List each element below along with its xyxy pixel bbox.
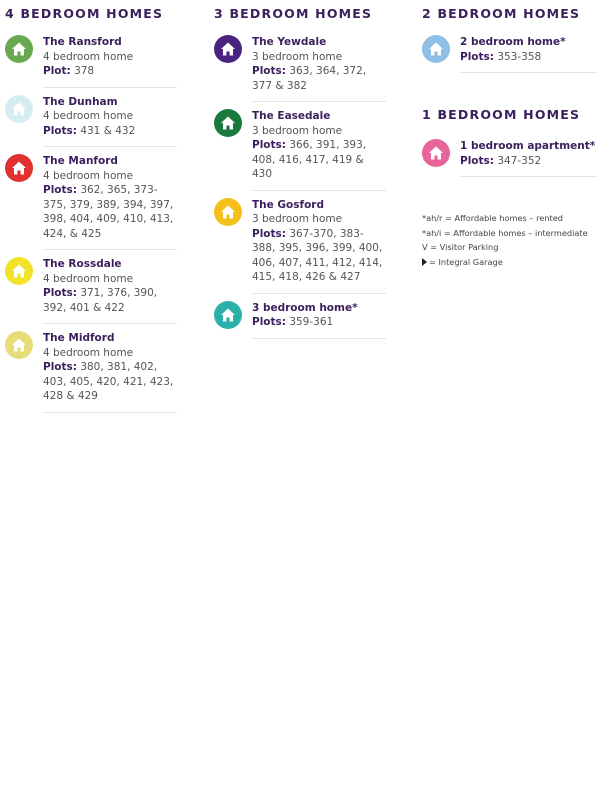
house-icon xyxy=(5,331,33,359)
plots-line xyxy=(460,50,597,65)
house-icon xyxy=(214,301,242,329)
house-type-description: 4 bedroom home xyxy=(43,50,134,63)
house-icon xyxy=(214,198,242,226)
plots-label: Plots: xyxy=(43,287,77,299)
house-type-description: 4 bedroom home xyxy=(43,346,134,359)
house-type-description: 3 bedroom home xyxy=(252,50,343,63)
plots-label: Plots: xyxy=(43,361,77,373)
triangle-icon xyxy=(422,258,427,266)
plots-line xyxy=(252,138,386,182)
house-type-name: The Manford xyxy=(43,155,118,167)
house-icon xyxy=(214,109,242,137)
house-icon xyxy=(214,35,242,63)
house-type-name: The Midford xyxy=(43,332,115,344)
plots-line xyxy=(460,154,597,169)
plots-line xyxy=(252,315,386,330)
house-type-description: 4 bedroom home xyxy=(43,110,134,122)
list-item xyxy=(5,257,177,324)
plots-values: 380, 381, 402, 403, 405, 420, 421, 423, 428 & 429 xyxy=(43,361,174,402)
plots-values: 362, 365, 373-375, 379, 389, 394, 397, 398, 404, 409, 410, 413, 424, & 425 xyxy=(43,184,174,240)
plots-values: 366, 391, 393, 408, 416, 417, 419 & 430 xyxy=(252,139,367,180)
house-icon xyxy=(5,35,33,63)
plots-line xyxy=(252,227,386,285)
house-type-list xyxy=(214,35,386,339)
house-icon xyxy=(5,257,33,285)
list-item xyxy=(5,35,177,88)
house-type-name: 2 bedroom home* xyxy=(460,36,566,48)
list-item xyxy=(214,35,386,102)
plots-values: 363, 364, 372, 377 & 382 xyxy=(252,65,367,92)
list-item xyxy=(214,109,386,191)
plots-line xyxy=(43,360,177,404)
house-type-name: The Ransford xyxy=(43,36,122,48)
section-heading: 4 BEDROOM HOMES xyxy=(5,6,164,21)
house-type-description: 3 bedroom home xyxy=(252,124,343,137)
note-visitor-parking: V = Visitor Parking xyxy=(422,242,499,252)
house-type-name: The Easedale xyxy=(252,110,331,122)
house-icon xyxy=(5,154,33,182)
house-icon xyxy=(422,35,450,63)
section-heading: 1 BEDROOM HOMES xyxy=(422,107,581,122)
plots-label: Plots: xyxy=(43,184,77,196)
plots-values: 359-361 xyxy=(285,316,334,328)
plots-line xyxy=(43,286,177,315)
plots-label: Plot: xyxy=(43,65,71,77)
house-icon xyxy=(5,95,33,123)
note-integral-garage: = Integral Garage xyxy=(422,255,597,270)
house-type-list xyxy=(422,139,597,177)
note-affordable-rented: *ah/r = Affordable homes – rented xyxy=(422,213,563,223)
three-bedroom-column xyxy=(214,0,386,346)
legend-notes xyxy=(422,211,597,269)
plots-line xyxy=(252,64,386,93)
list-item xyxy=(5,95,177,148)
house-type-name: The Yewdale xyxy=(252,36,327,48)
house-type-description: 4 bedroom home xyxy=(43,169,134,182)
plots-label: Plots: xyxy=(460,50,494,63)
list-item xyxy=(422,35,597,73)
house-type-list xyxy=(422,35,597,73)
list-item xyxy=(5,331,177,413)
plots-values: 431 & 432 xyxy=(76,124,136,137)
four-bedroom-column xyxy=(5,0,177,420)
house-type-name: 1 bedroom apartment* xyxy=(460,140,596,152)
plots-values: 353-358 xyxy=(493,50,542,63)
section-heading: 2 BEDROOM HOMES xyxy=(422,6,581,21)
plots-line xyxy=(43,183,177,241)
note-affordable-intermediate: *ah/i = Affordable homes – intermediate xyxy=(422,227,588,238)
list-item xyxy=(214,301,386,339)
plots-values: 378 xyxy=(70,65,95,77)
plots-label: Plots: xyxy=(252,316,286,328)
list-item xyxy=(5,154,177,250)
plots-values: 367-370, 383-388, 395, 396, 399, 400, 406, 407, 411, 412, 414, 415, 418, 426 & 427 xyxy=(252,227,383,283)
house-icon xyxy=(422,139,450,167)
plots-label: Plots: xyxy=(43,124,77,137)
house-type-name: The Dunham xyxy=(43,95,118,108)
list-item xyxy=(422,139,597,177)
house-type-name: The Rossdale xyxy=(43,258,122,270)
house-type-name: 3 bedroom home* xyxy=(252,301,358,314)
plots-label: Plots: xyxy=(252,139,286,151)
plots-label: Plots: xyxy=(460,154,494,167)
plots-label: Plots: xyxy=(252,227,286,240)
plots-line xyxy=(43,64,177,79)
house-type-description: 4 bedroom home xyxy=(43,272,134,285)
plots-line xyxy=(43,124,177,139)
small-homes-column xyxy=(422,0,597,269)
house-type-name: The Gosford xyxy=(252,198,324,211)
house-type-list xyxy=(5,35,177,413)
house-type-description: 3 bedroom home xyxy=(252,213,343,225)
section-heading: 3 BEDROOM HOMES xyxy=(214,6,373,21)
plots-values: 371, 376, 390, 392, 401 & 422 xyxy=(43,287,158,314)
plots-values: 347-352 xyxy=(493,154,542,167)
plots-label: Plots: xyxy=(252,65,286,77)
list-item xyxy=(214,198,386,294)
